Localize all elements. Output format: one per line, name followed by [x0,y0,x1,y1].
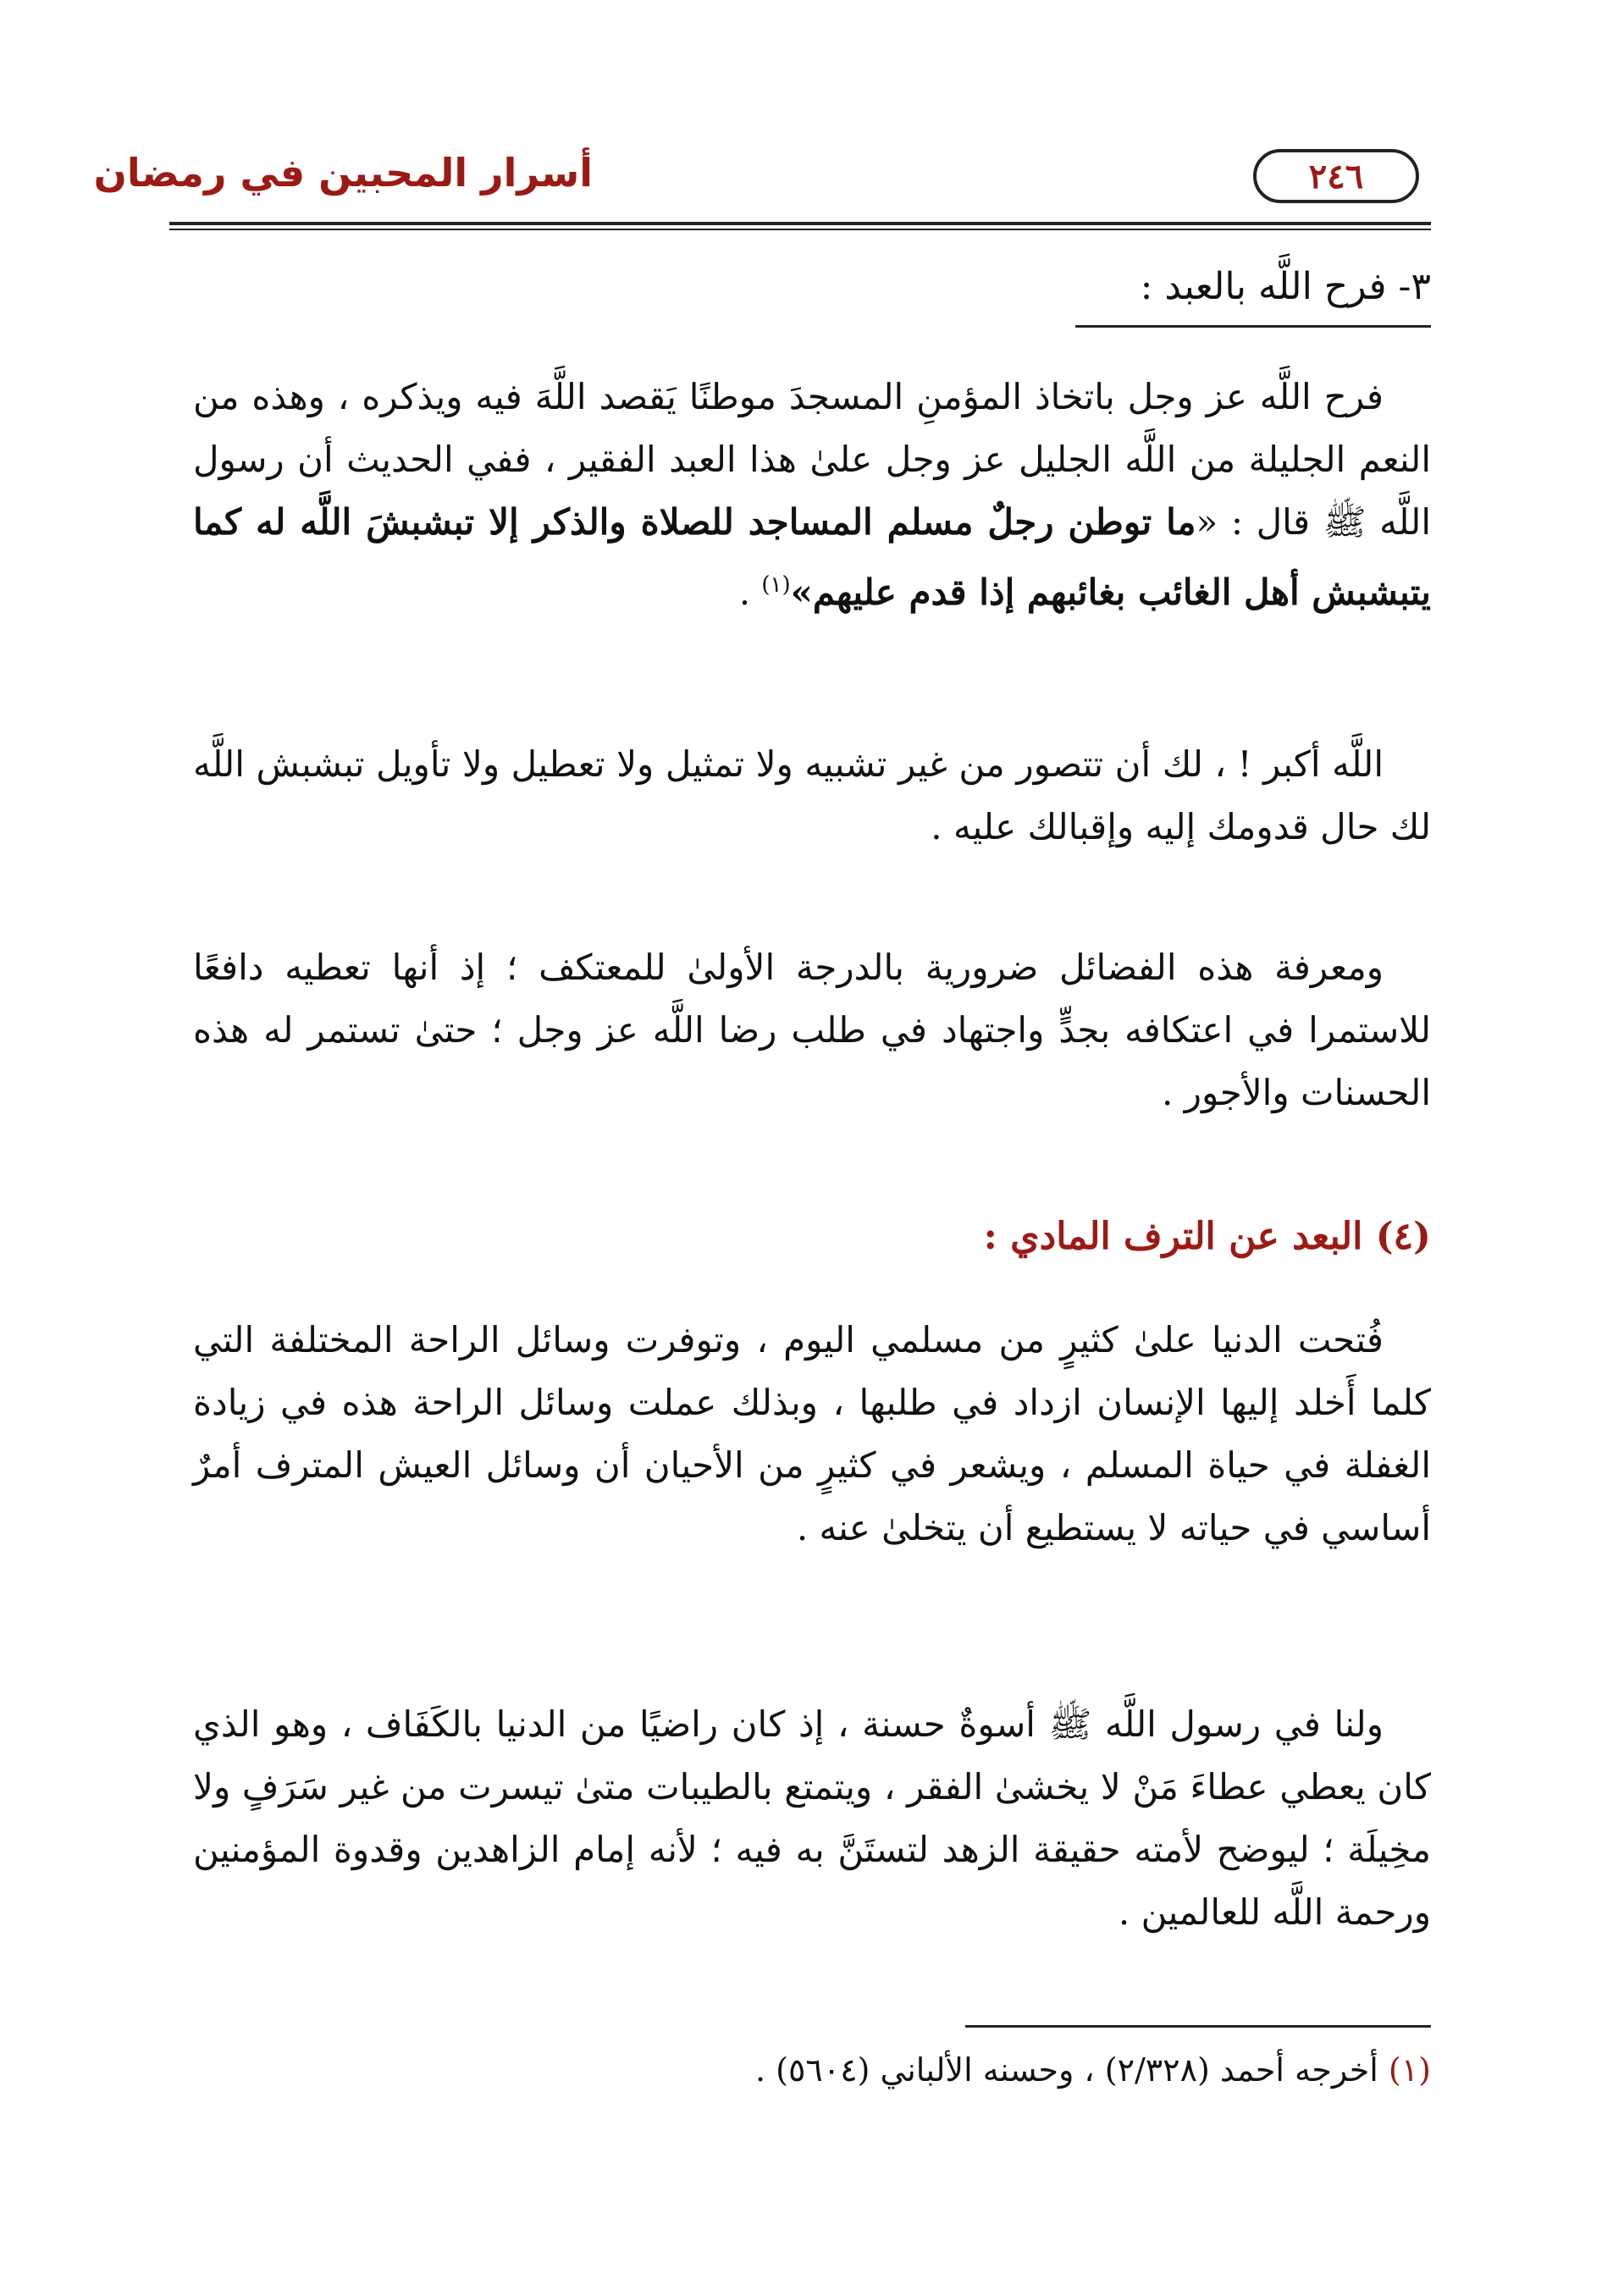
footnote-rule [965,2025,1431,2028]
section-4-paragraph-2: ولنا في رسول اللَّه ﷺ أسوةٌ حسنة ، إذ كان راضيًا من الدنيا بالكَفَاف ، وهو الذي كان يعطي عطاءَ مَنْ لا يخشىٰ الفقر ، ويتمتع بالطيبات متىٰ تيسرت من غير سَرَفٍ ولا مخِيلَة ؛ ليوضح لأمته حقيقة الزهد لتستَنَّ به فيه ؛ لأنه إمام الزاهدين وقدوة المؤمنين ورحمة اللَّه للعالمين . [193,1703,1431,1933]
section-3-paragraph-1-block [193,366,1431,624]
footnote-number: (١) [1388,2051,1431,2089]
hadith-quote: ما توطن رجلٌ مسلم المساجد للصلاة والذكر إلا تبشبشَ اللَّه له كما يتبشبش أهل الغائب بغائبهم إذا قدم عليهم [193,501,1431,613]
paragraph-end: . [738,571,762,613]
header-rule-thick [169,222,1431,225]
section-3-paragraph-2-block [193,733,1431,858]
section-4-paragraph-2-block [193,1693,1431,1944]
section-3-paragraph-2: اللَّه أكبر ! ، لك أن تتصور من غير تشبيه ولا تمثيل ولا تعطيل ولا تأويل تبشبش اللَّه لك حال قدومك إليه وإقبالك عليه . [193,743,1431,847]
section-4-paragraph-1: فُتحت الدنيا علىٰ كثيرٍ من مسلمي اليوم ، وتوفرت وسائل الراحة المختلفة التي كلما أَخلد إليها الإنسان ازداد في طلبها ، وبذلك عملت وسائل الراحة هذه في زيادة الغفلة في حياة المسلم ، ويشعر في كثيرٍ من الأحيان أن وسائل العيش المترف أمرٌ أساسي في حياته لا يستطيع أن يتخلىٰ عنه . [193,1319,1431,1548]
footnote-marker[interactable]: (١) [761,572,791,598]
paragraph-text: فرح اللَّه عز وجل باتخاذ المؤمنِ المسجدَ موطنًا يَقصد اللَّهَ فيه ويذكره ، وهذه من النعم الجليلة من اللَّه الجليل عز وجل علىٰ هذا العبد الفقير ، ففي الحديث أن رسول اللَّه ﷺ قال : « [193,376,1431,543]
section-3-paragraph-3-block [193,936,1431,1124]
section-3-paragraph-3: ومعرفة هذه الفضائل ضرورية بالدرجة الأولىٰ للمعتكف ؛ إذ أنها تعطيه دافعًا للاستمرا في اعتكافه بجدٍّ واجتهاد في طلب رضا اللَّه عز وجل ؛ حتىٰ تستمر له هذه الحسنات والأجور . [193,947,1431,1113]
section-4-paragraph-1-block [193,1309,1431,1559]
section-3-heading: ٣- فرح اللَّه بالعبد : [1140,265,1431,308]
quote-close: » [790,571,813,613]
footnote [193,2040,1431,2100]
section-4-heading: (٤) البعد عن الترف المادي : [983,1215,1431,1258]
page-number-badge: ٢٤٦ [1253,149,1419,203]
book-title: أسرار المحبين في رمضان [93,150,593,196]
footnote-text: أخرجه أحمد (٢/٣٢٨) ، وحسنه الألباني (٥٦٠٤) . [755,2051,1389,2089]
section-3-heading-underline [1075,325,1431,328]
header-rule-thin [169,229,1431,230]
section-3-paragraph-1 [193,366,1431,624]
